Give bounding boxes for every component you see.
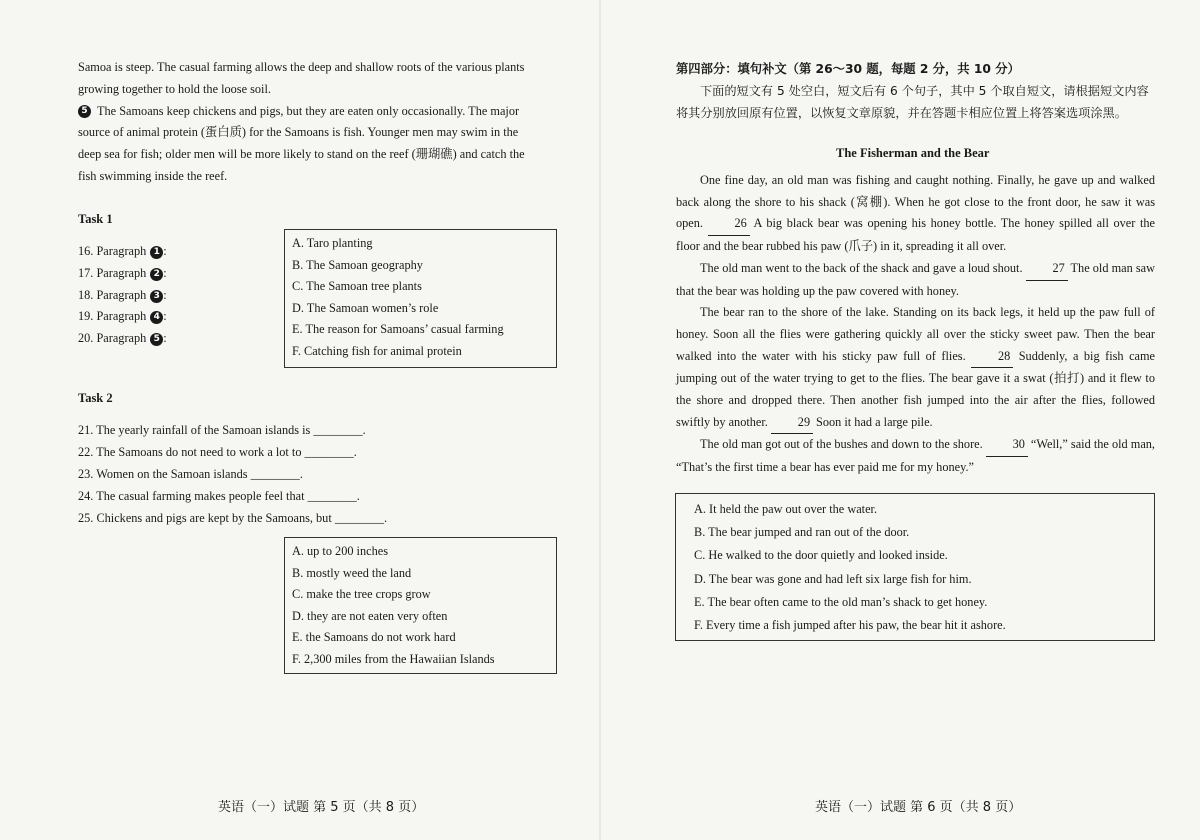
option-a: A. It held the paw out over the water. [694, 502, 878, 516]
question-label: 16. Paragraph [78, 244, 147, 258]
option-b: B. The Samoan geography [292, 257, 423, 272]
option-f: F. Every time a fish jumped after his paw, the bear hit it ashore. [694, 618, 1006, 633]
blank-26: 26 [708, 213, 750, 236]
option-d: D. The bear was gone and had left six large fish for him. [694, 571, 972, 586]
paragraph-number-badge: 3 [150, 290, 163, 303]
paragraph-4-continuation [78, 57, 557, 188]
question-colon: : [163, 309, 167, 323]
question-20 [78, 331, 167, 346]
option-c: C. The Samoan tree plants [292, 279, 422, 294]
text-line: Samoa is steep. The casual farming allows the deep and shallow roots of the various plants [78, 60, 525, 74]
option-e: E. The bear often came to the old man’s shack to get honey. [694, 594, 988, 609]
task2-title: Task 2 [78, 391, 113, 405]
sentence-options-box [675, 493, 1155, 641]
question-24: 24. The casual farming makes people feel that ________. [78, 489, 360, 503]
option-e: E. the Samoans do not work hard [292, 630, 456, 645]
option-b: B. The bear jumped and ran out of the door. [694, 525, 910, 540]
option-b: B. mostly weed the land [292, 565, 412, 580]
passage-title: The Fisherman and the Bear [836, 146, 990, 160]
question-17 [78, 266, 167, 281]
question-label: 17. Paragraph [78, 266, 147, 280]
task2-options-box [284, 537, 557, 674]
paragraph-number-badge: 1 [150, 246, 163, 259]
question-label: 19. Paragraph [78, 309, 147, 323]
question-23: 23. Women on the Samoan islands ________. [78, 467, 303, 481]
passage-paragraph-1: One fine day, an old man was fishing and caught nothing. Finally, he gave up and walked back along the shore to his shack (窝棚). When he got close to the front door, he saw it was open. 26 A big black bear was opening his honey bottle. The honey spilled all over the floor and the bear rubbed his paw (爪子) in it, spreading it all over. [676, 173, 1155, 254]
option-f: F. Catching fish for animal protein [292, 343, 462, 358]
option-d: D. they are not eaten very often [292, 608, 448, 623]
blank-29: 29 [771, 412, 813, 435]
option-c: C. He walked to the door quietly and looked inside. [694, 548, 948, 563]
question-16 [78, 244, 167, 259]
question-colon: : [163, 244, 167, 258]
question-colon: : [163, 266, 167, 280]
question-18 [78, 288, 167, 303]
text-line: deep sea for fish; older men will be more likely to stand on the reef (珊瑚礁) and catch the [78, 147, 525, 162]
question-colon: : [163, 331, 167, 345]
page-footer: 英语（一）试题 第 6 页（共 8 页） [815, 800, 1022, 815]
question-label: 18. Paragraph [78, 288, 147, 302]
section-instructions: 下面的短文有 5 处空白，短文后有 6 个句子，其中 5 个取自短文，请根据短文内容将其分别放回原有位置，以恢复文章原貌，并在答题卡相应位置上将答案选项涂黑。 [676, 84, 1149, 120]
paragraph-number-badge: 5 [150, 333, 163, 346]
question-label: 20. Paragraph [78, 331, 147, 345]
paragraph-number-badge: 2 [150, 268, 163, 281]
section-header [676, 58, 1160, 124]
page-footer: 英语（一）试题 第 5 页（共 8 页） [218, 800, 425, 815]
option-a: A. Taro planting [292, 236, 373, 250]
question-colon: : [163, 288, 167, 302]
task1-title: Task 1 [78, 212, 113, 226]
text-line: fish swimming inside the reef. [78, 168, 228, 183]
question-22: 22. The Samoans do not need to work a lot to ________. [78, 445, 357, 459]
text-line: The Samoans keep chickens and pigs, but they are eaten only occasionally. The major [97, 103, 520, 118]
passage-paragraph-4: The old man got out of the bushes and down to the shore. 30 “Well,” said the old man, “That’s the first time a bear has ever paid me for my honey.” [676, 434, 1155, 478]
blank-28: 28 [971, 346, 1013, 369]
passage-paragraph-3: The bear ran to the shore of the lake. Standing on its back legs, it held up the paw full of honey. Soon all the flies were gathering quickly all over the sticky sweet paw. Then the bear walked into the water with his sticky paw full of flies. 28 Suddenly, a big fish came jumping out of the water trying to get to the flies. The bear gave it a swat (拍打) and it flew to the shore and dropped there. Then another fish jumped into the air after the flies, followed swiftly by another. 29 Soon it had a large pile. [676, 302, 1155, 434]
option-c: C. make the tree crops grow [292, 587, 431, 602]
question-21: 21. The yearly rainfall of the Samoan islands is ________. [78, 423, 366, 437]
blank-27: 27 [1026, 258, 1068, 281]
option-e: E. The reason for Samoans’ casual farming [292, 322, 504, 337]
section-heading: 第四部分：填句补文（第 26～30 题，每题 2 分，共 10 分） [676, 62, 1020, 76]
paragraph-number-badge: 5 [78, 105, 91, 118]
option-f: F. 2,300 miles from the Hawaiian Islands [292, 651, 495, 666]
text-line: growing together to hold the loose soil. [78, 81, 271, 96]
blank-30: 30 [986, 434, 1028, 457]
question-25: 25. Chickens and pigs are kept by the Samoans, but ________. [78, 511, 388, 525]
task1-options-box [284, 229, 557, 368]
text-line: source of animal protein (蛋白质) for the Samoans is fish. Younger men may swim in the [78, 125, 519, 140]
passage-paragraph-2: The old man went to the back of the shack and gave a loud shout. 27 The old man saw that the bear was holding up the paw covered with honey. [676, 258, 1155, 302]
option-a: A. up to 200 inches [292, 544, 388, 558]
passage-body [676, 170, 1155, 479]
question-19 [78, 309, 167, 324]
paragraph-number-badge: 4 [150, 311, 163, 324]
paragraph-5 [78, 101, 557, 123]
option-d: D. The Samoan women’s role [292, 300, 439, 315]
